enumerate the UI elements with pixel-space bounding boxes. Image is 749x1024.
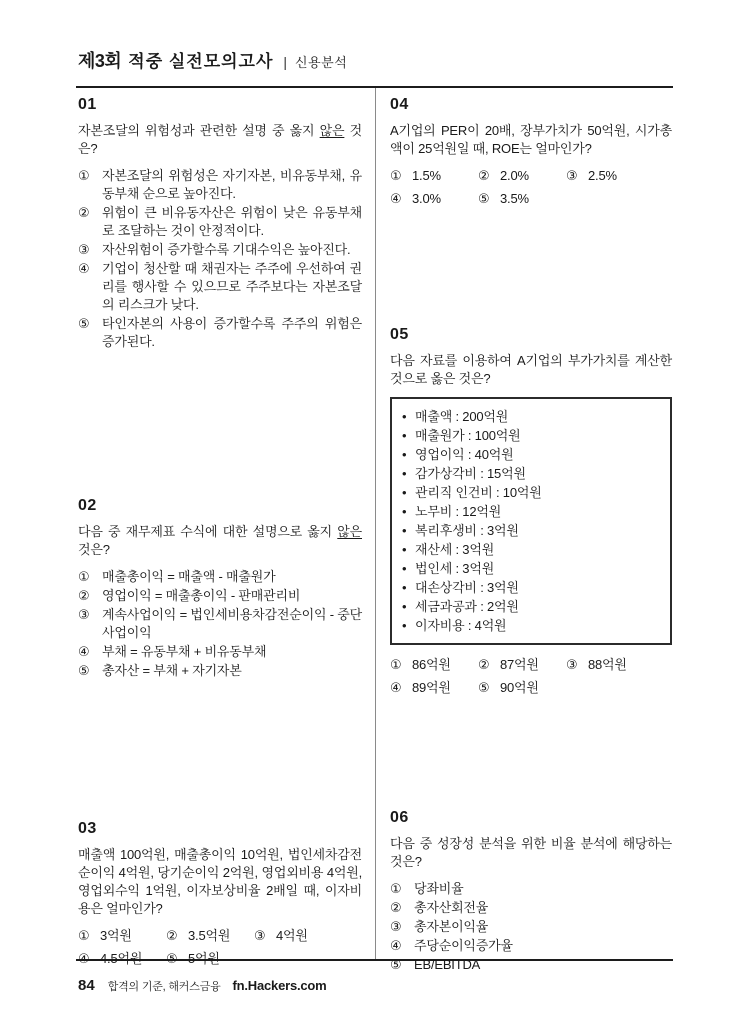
answer-option <box>390 899 672 917</box>
option-marker: ① <box>390 168 402 183</box>
data-box-item-text: 매출액 : 200억원 <box>415 409 509 424</box>
answer-option <box>478 167 566 185</box>
option-marker: ③ <box>78 242 90 257</box>
option-text: 총자본이익율 <box>414 919 489 934</box>
option-text: 4.5억원 <box>100 951 143 966</box>
option-text: 90억원 <box>500 680 539 695</box>
option-text: 자산위험이 증가할수록 기대수익은 높아진다. <box>102 242 351 257</box>
option-marker: ① <box>390 657 402 672</box>
option-text: 총자산회전율 <box>414 900 489 915</box>
option-text: 4억원 <box>276 928 308 943</box>
data-box-item-text: 노무비 : 12억원 <box>415 504 502 519</box>
answer-option <box>254 927 362 945</box>
question-number: 01 <box>78 96 97 113</box>
bullet-icon: • <box>402 561 407 576</box>
option-text: EB/EBITDA <box>414 957 481 972</box>
right-column <box>390 96 672 975</box>
question-text: 다음 중 성장성 분석을 위한 비율 분석에 해당하는 것은? <box>390 836 672 869</box>
option-marker: ① <box>78 168 90 183</box>
answer-option <box>78 260 362 314</box>
question-text: 매출액 100억원, 매출총이익 10억원, 법인세차감전순이익 4억원, 당기순이익 2억원, 영업외비용 4억원, 영업외수익 1억원, 이자보상비율 2배일 때, 이자비용은 얼마인가? <box>78 847 362 916</box>
question-text: A기업의 PER이 20배, 장부가치가 50억원, 시가총액이 25억원일 때, ROE는 얼마인가? <box>390 123 672 156</box>
options <box>390 167 672 208</box>
option-marker: ③ <box>566 168 578 183</box>
answer-option <box>478 190 566 208</box>
option-text: 86억원 <box>412 657 451 672</box>
option-marker: ① <box>390 881 402 896</box>
option-text: 영업이익 = 매출총이익 - 판매관리비 <box>102 588 301 603</box>
option-marker: ② <box>478 168 490 183</box>
answer-option <box>78 204 362 240</box>
data-box-item <box>402 616 660 635</box>
data-box-item <box>402 540 660 559</box>
data-box-item-text: 이자비용 : 4억원 <box>415 618 507 633</box>
option-marker: ⑤ <box>78 316 90 331</box>
options <box>78 927 362 968</box>
underlined-term: 않은 <box>319 123 345 138</box>
question-05 <box>390 326 672 697</box>
data-box-item-text: 대손상각비 : 3억원 <box>415 580 519 595</box>
data-box-item <box>402 464 660 483</box>
option-marker: ④ <box>390 191 402 206</box>
option-text: 3억원 <box>100 928 132 943</box>
question-number: 04 <box>390 96 409 113</box>
page-header <box>78 47 347 73</box>
answer-option <box>566 167 672 185</box>
answer-option <box>390 656 478 674</box>
option-text: 3.5% <box>500 191 529 206</box>
option-text: 당좌비율 <box>414 881 464 896</box>
option-text: 타인자본의 사용이 증가할수록 주주의 위험은 증가된다. <box>102 316 362 349</box>
options <box>390 656 672 697</box>
page-footer <box>78 977 327 994</box>
answer-option <box>166 950 254 968</box>
answer-option <box>78 568 362 586</box>
option-text: 매출총이익 = 매출액 - 매출원가 <box>102 569 276 584</box>
data-box-item-text: 영업이익 : 40억원 <box>415 447 514 462</box>
data-box-item <box>402 597 660 616</box>
option-marker: ⑤ <box>478 680 490 695</box>
question-04 <box>390 96 672 208</box>
exam-edition: 제3회 <box>78 51 122 71</box>
data-box-item-text: 감가상각비 : 15억원 <box>415 466 526 481</box>
question-text: 다음 자료를 이용하여 A기업의 부가가치를 계산한 것으로 옳은 것은? <box>390 353 672 386</box>
option-text: 1.5% <box>412 168 441 183</box>
answer-option <box>478 656 566 674</box>
option-text: 88억원 <box>588 657 627 672</box>
publisher-tagline: 합격의 기준, 해커스금융 <box>107 981 221 993</box>
answer-option <box>390 918 672 936</box>
question-number: 02 <box>78 497 97 514</box>
option-marker: ① <box>78 569 90 584</box>
option-marker: ⑤ <box>390 957 402 972</box>
bullet-icon: • <box>402 523 407 538</box>
option-text: 기업이 청산할 때 채권자는 주주에 우선하여 권리를 행사할 수 있으므로 주주보다는 자본조달의 리스크가 낮다. <box>102 261 362 312</box>
option-marker: ③ <box>566 657 578 672</box>
question-number: 05 <box>390 326 409 343</box>
data-box-item-text: 매출원가 : 100억원 <box>415 428 521 443</box>
option-text: 총자산 = 부채 + 자기자본 <box>102 663 242 678</box>
publisher-site: fn.Hackers.com <box>232 978 327 993</box>
option-marker: ④ <box>78 644 90 659</box>
data-box-item-text: 세금과공과 : 2억원 <box>415 599 519 614</box>
answer-option <box>390 956 672 974</box>
data-box-item <box>402 502 660 521</box>
answer-option <box>166 927 254 945</box>
data-box-item-text: 법인세 : 3억원 <box>415 561 495 576</box>
bullet-icon: • <box>402 504 407 519</box>
option-text: 계속사업이익 = 법인세비용차감전순이익 - 중단사업이익 <box>102 607 362 640</box>
option-text: 5억원 <box>188 951 220 966</box>
question-01 <box>78 96 362 351</box>
question-text: 다음 중 재무제표 수식에 대한 설명으로 옳지 않은 것은? <box>78 524 362 557</box>
option-text: 87억원 <box>500 657 539 672</box>
option-text: 주당순이익증가율 <box>414 938 513 953</box>
question-03 <box>78 820 362 968</box>
bullet-icon: • <box>402 580 407 595</box>
answer-option <box>78 241 362 259</box>
data-box-item <box>402 578 660 597</box>
options <box>78 568 362 680</box>
option-marker: ④ <box>78 261 90 276</box>
exam-title: 적중 실전모의고사 <box>128 52 274 71</box>
answer-option <box>478 679 566 697</box>
data-box-item <box>402 559 660 578</box>
bullet-icon: • <box>402 618 407 633</box>
answer-option <box>390 167 478 185</box>
answer-option <box>566 656 672 674</box>
option-marker: ② <box>78 205 90 220</box>
question-number: 06 <box>390 809 409 826</box>
underlined-term: 않은 <box>337 524 362 539</box>
option-marker: ③ <box>78 607 90 622</box>
options <box>390 880 672 974</box>
column-divider <box>375 88 376 959</box>
option-text: 부채 = 유동부채 + 비유동부채 <box>102 644 267 659</box>
question-02 <box>78 497 362 680</box>
option-text: 위험이 큰 비유동자산은 위험이 낮은 유동부채로 조달하는 것이 안정적이다. <box>102 205 362 238</box>
bullet-icon: • <box>402 542 407 557</box>
option-text: 2.5% <box>588 168 617 183</box>
bullet-icon: • <box>402 599 407 614</box>
option-text: 2.0% <box>500 168 529 183</box>
options <box>78 167 362 351</box>
answer-option <box>78 927 166 945</box>
option-marker: ⑤ <box>78 663 90 678</box>
data-box-item <box>402 407 660 426</box>
title-separator: | <box>283 54 288 70</box>
question-06 <box>390 809 672 974</box>
data-box-item <box>402 445 660 464</box>
answer-option <box>390 190 478 208</box>
option-marker: ⑤ <box>166 951 178 966</box>
data-box-item <box>402 483 660 502</box>
answer-option <box>78 643 362 661</box>
option-marker: ③ <box>390 919 402 934</box>
left-column <box>78 96 362 968</box>
option-marker: ④ <box>390 938 402 953</box>
answer-option <box>78 167 362 203</box>
answer-option <box>78 606 362 642</box>
option-marker: ② <box>166 928 178 943</box>
option-text: 3.0% <box>412 191 441 206</box>
exam-subject: 신용분석 <box>295 55 348 70</box>
answer-option <box>390 937 672 955</box>
data-box-item-text: 관리직 인건비 : 10억원 <box>415 485 542 500</box>
option-text: 3.5억원 <box>188 928 231 943</box>
bullet-icon: • <box>402 409 407 424</box>
bullet-icon: • <box>402 447 407 462</box>
option-marker: ② <box>390 900 402 915</box>
option-marker: ④ <box>390 680 402 695</box>
option-marker: ④ <box>78 951 90 966</box>
option-marker: ② <box>78 588 90 603</box>
answer-option <box>78 315 362 351</box>
question-number: 03 <box>78 820 97 837</box>
option-marker: ③ <box>254 928 266 943</box>
page-number: 84 <box>78 977 95 994</box>
option-marker: ② <box>478 657 490 672</box>
option-marker: ⑤ <box>478 191 490 206</box>
answer-option <box>78 662 362 680</box>
data-box-item <box>402 426 660 445</box>
question-text: 자본조달의 위험성과 관련한 설명 중 옳지 않은 것은? <box>78 123 362 156</box>
data-box-item <box>402 521 660 540</box>
data-box <box>390 397 672 645</box>
data-box-item-text: 복리후생비 : 3억원 <box>415 523 519 538</box>
bullet-icon: • <box>402 428 407 443</box>
answer-option <box>78 950 166 968</box>
answer-option <box>390 679 478 697</box>
bullet-icon: • <box>402 485 407 500</box>
bullet-icon: • <box>402 466 407 481</box>
data-box-item-text: 재산세 : 3억원 <box>415 542 495 557</box>
option-marker: ① <box>78 928 90 943</box>
answer-option <box>78 587 362 605</box>
answer-option <box>390 880 672 898</box>
option-text: 89억원 <box>412 680 451 695</box>
option-text: 자본조달의 위험성은 자기자본, 비유동부채, 유동부채 순으로 높아진다. <box>102 168 362 201</box>
